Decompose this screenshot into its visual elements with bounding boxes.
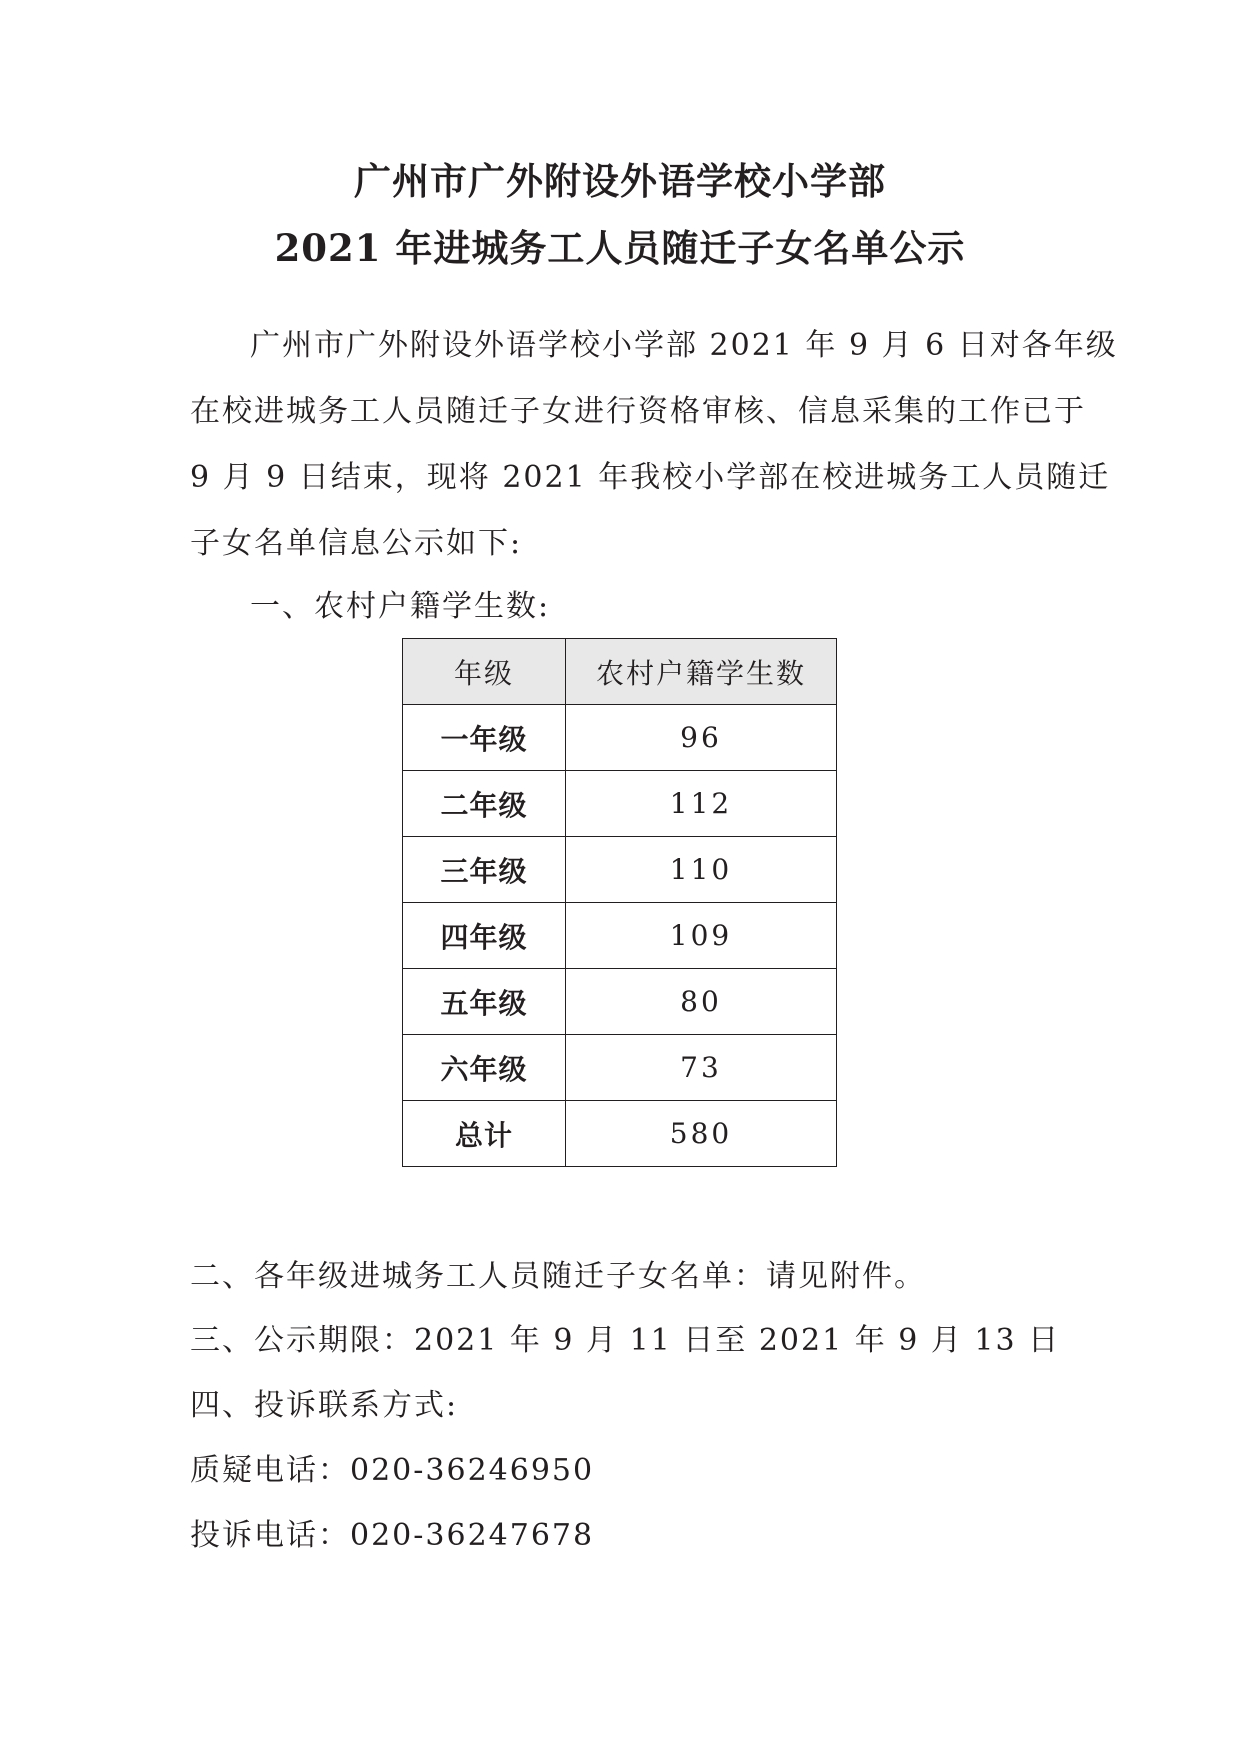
total-label-cell: 总计 — [403, 1101, 566, 1167]
table-row — [403, 771, 837, 837]
rural-student-count-table — [402, 638, 837, 1167]
inquiry-phone: 质疑电话：020-36246950 — [190, 1453, 595, 1488]
intro-line: 9 月 9 日结束，现将 2021 年我校小学部在校进城务工人员随迁 — [190, 460, 1111, 495]
complaint-phone: 投诉电话：020-36247678 — [190, 1518, 595, 1553]
intro-paragraph — [190, 313, 1118, 577]
intro-line: 广州市广外附设外语学校小学部 2021 年 9 月 6 日对各年级 — [250, 328, 1118, 363]
count-cell: 109 — [566, 903, 837, 969]
table-row — [403, 903, 837, 969]
table-total-row — [403, 1101, 837, 1167]
section-4-heading: 四、投诉联系方式: — [190, 1388, 459, 1423]
table-row — [403, 969, 837, 1035]
grade-cell: 二年级 — [403, 771, 566, 837]
section-1-heading: 一、农村户籍学生数: — [250, 589, 551, 624]
document-title-line-1: 广州市广外附设外语学校小学部 — [354, 159, 886, 203]
grade-cell: 三年级 — [403, 837, 566, 903]
table-header-row — [403, 639, 837, 705]
intro-line: 子女名单信息公示如下: — [190, 526, 523, 561]
count-cell: 112 — [566, 771, 837, 837]
table-row — [403, 837, 837, 903]
count-cell: 80 — [566, 969, 837, 1035]
grade-cell: 一年级 — [403, 705, 566, 771]
table-row — [403, 1035, 837, 1101]
grade-cell: 五年级 — [403, 969, 566, 1035]
count-cell: 110 — [566, 837, 837, 903]
document-title-line-2: 2021 年进城务工人员随迁子女名单公示 — [274, 226, 966, 270]
column-header-count: 农村户籍学生数 — [566, 639, 837, 705]
intro-line: 在校进城务工人员随迁子女进行资格审核、信息采集的工作已于 — [190, 394, 1086, 429]
column-header-grade: 年级 — [403, 639, 566, 705]
count-cell: 73 — [566, 1035, 837, 1101]
section-2-attachment-note: 二、各年级进城务工人员随迁子女名单：请见附件。 — [190, 1259, 926, 1294]
section-3-notice-period: 三、公示期限：2021 年 9 月 11 日至 2021 年 9 月 13 日 — [190, 1323, 1061, 1358]
grade-cell: 四年级 — [403, 903, 566, 969]
grade-cell: 六年级 — [403, 1035, 566, 1101]
table-row — [403, 705, 837, 771]
count-cell: 96 — [566, 705, 837, 771]
total-count-cell: 580 — [566, 1101, 837, 1167]
